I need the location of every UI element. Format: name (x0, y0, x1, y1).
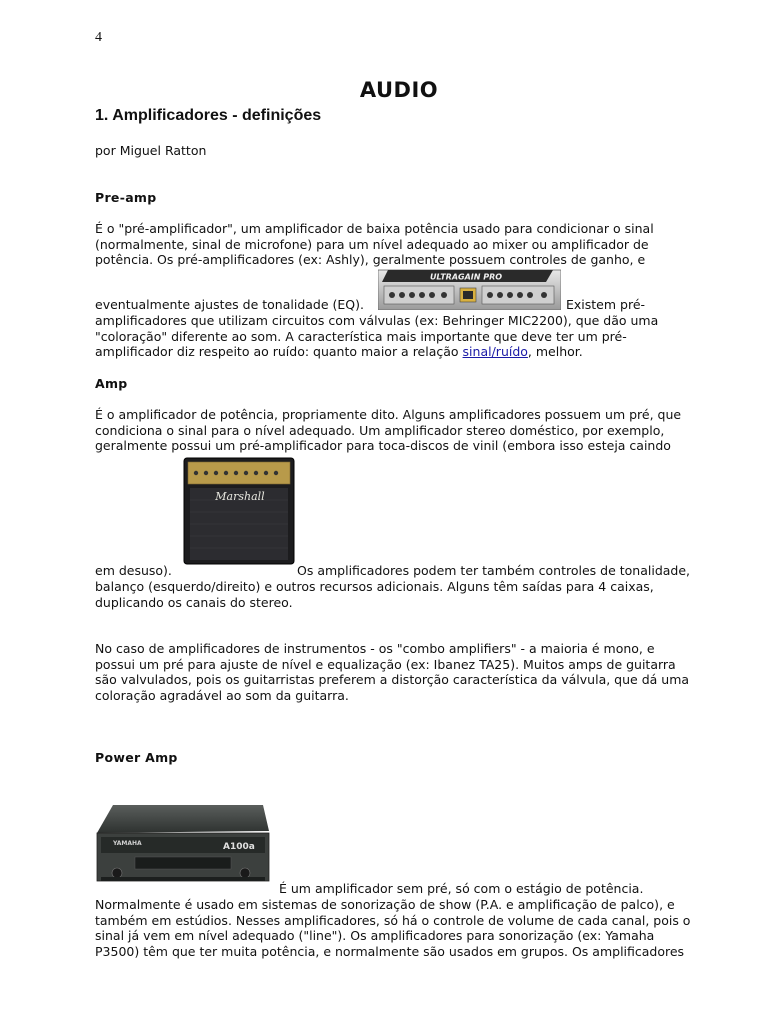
text-line: são valvulados, pois os guitarristas preferem a distorção característica da válvula, que dá uma (95, 672, 690, 687)
text-line: É o amplificador de potência, propriamente dito. Alguns amplificadores possuem um pré, que (95, 407, 682, 422)
combo-amp-paragraph (95, 641, 715, 703)
yamaha-brand-label: YAMAHA (113, 840, 142, 847)
text-line: Existem pré- (566, 297, 646, 312)
text-line: (normalmente, sinal de microfone) para um nível adequado ao mixer ou amplificador de (95, 236, 649, 252)
text-line: É um amplificador sem pré, só com o estágio de potência. (279, 881, 644, 896)
amp-paragraph-cont (95, 579, 715, 610)
marshall-logo-label: Marshall (215, 490, 265, 503)
text-line: P3500) têm que ter muita potência, e normalmente são usados em grupos. Os amplificadores (95, 943, 685, 959)
page-title: AUDIO (359, 78, 439, 102)
text-segment: , melhor. (527, 344, 583, 359)
power-amp-paragraph (95, 897, 715, 959)
heading-power-amp: Power Amp (95, 750, 178, 765)
text-line: condiciona o sinal para o nível adequado. Um amplificador stereo doméstico, por exemplo, (95, 422, 665, 438)
section-title: 1. Amplificadores - definições (95, 107, 322, 124)
text-line: duplicando os canais do stereo. (95, 594, 293, 610)
text-segment: amplificador diz respeito ao ruído: quanto maior a relação (95, 344, 463, 359)
preamp-rack-image (378, 268, 561, 310)
text-line: possui um pré para ajuste de nível e equalização (ex: Ibanez TA25). Muitos amps de guitarra (95, 656, 676, 672)
text-line: Os amplificadores podem ter também controles de tonalidade, (297, 563, 691, 578)
text-line: amplificadores que utilizam circuitos com válvulas (ex: Behringer MIC2200), que dão uma (95, 313, 659, 328)
text-line: em desuso). (95, 563, 172, 578)
heading-pre-amp: Pre-amp (95, 190, 157, 205)
text-line: também em estúdios. Nesses amplificadores, só há o controle de volume de cada canal, pois o (95, 912, 691, 928)
pre-amp-paragraph-cont (95, 313, 715, 360)
text-line: coloração agradável ao som da guitarra. (95, 687, 349, 703)
text-line: balanço (esquerdo/direito) e outros recursos adicionais. Alguns têm saídas para 4 caixas, (95, 579, 654, 594)
signal-noise-link[interactable]: sinal/ruído (462, 344, 528, 359)
pre-amp-paragraph (95, 221, 715, 268)
text-line: "coloração" diferente ao som. A característica mais importante que deve ter um pré- (95, 328, 627, 344)
text-line: geralmente possui um pré-amplificador para toca-discos de vinil (embora isso esteja caindo (95, 438, 671, 453)
author-byline: por Miguel Ratton (95, 143, 207, 158)
page-number: 4 (95, 30, 102, 45)
text-line: No caso de amplificadores de instrumentos - os "combo amplifiers" - a maioria é mono, e (95, 641, 655, 656)
text-line: sinal já vem em nível adequado ("line"). Os amplificadores para sonorização (ex: Yamaha (95, 928, 655, 943)
preamp-brand-label: ULTRAGAIN PRO (429, 272, 503, 282)
yamaha-power-amp-image (95, 803, 270, 885)
text-line: eventualmente ajustes de tonalidade (EQ). (95, 297, 364, 312)
text-line: potência. Os pré-amplificadores (ex: Ashly), geralmente possuem controles de ganho, e (95, 252, 646, 267)
heading-amp: Amp (95, 376, 128, 391)
yamaha-model-label: A100a (223, 842, 255, 852)
marshall-amp-image (182, 456, 296, 566)
text-line-with-link (95, 344, 715, 360)
amp-paragraph (95, 407, 715, 454)
text-line: Normalmente é usado em sistemas de sonorização de show (P.A. e amplificação de palco), e (95, 897, 675, 912)
text-line: É o "pré-amplificador", um amplificador de baixa potência usado para condicionar o sinal (95, 221, 654, 236)
